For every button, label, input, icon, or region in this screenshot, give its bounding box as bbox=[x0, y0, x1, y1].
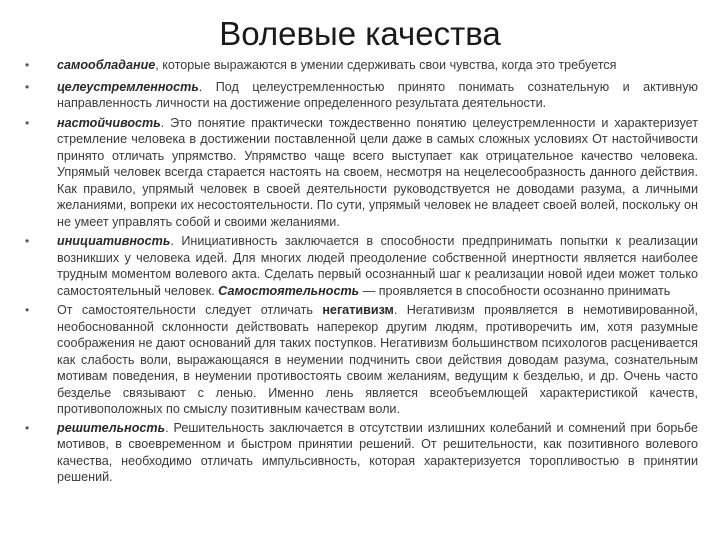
list-item-persistence bbox=[22, 115, 698, 231]
list-item-paragraph bbox=[57, 233, 698, 299]
bullet-icon: • bbox=[25, 58, 30, 72]
term-decisiveness: решительность bbox=[57, 420, 166, 435]
term-self-control: самообладание bbox=[57, 58, 156, 72]
list-item-paragraph bbox=[57, 115, 698, 231]
list-item-paragraph bbox=[57, 79, 698, 112]
list-item-decisiveness bbox=[22, 420, 698, 486]
term-negativism: негативизм bbox=[322, 303, 394, 317]
slide-title: Волевые качества bbox=[219, 15, 501, 52]
item-text: . Это понятие практически тождественно понятию целеустремленности и характеризует стремление человека в достижении поставленной цели даже в самых сложных условиях От настойчивости принято отличать упрямство. Упрямство чаще всего выступает как отрицательное качество человека. Упрямый человек всегда старается настоять на своем, несмотря на нецелесообразность данного действия. Как правило, упрямый человек в своей деятельности руководствуется не доводами разума, а личными желаниями, вопреки их несостоятельности. По сути, упрямый человек не владеет своей волей, поскольку он не умеет управлять собой и своими желаниями. bbox=[57, 115, 698, 229]
item-text: . Под целеустремленностью принято понимать сознательную и активную направленность личности на достижение определенного результата деятельности. bbox=[57, 79, 698, 110]
list-item-initiative bbox=[22, 233, 698, 299]
term-independence: Самостоятельность bbox=[218, 283, 360, 298]
term-persistence: настойчивость bbox=[57, 115, 161, 130]
list-item-self-control bbox=[22, 57, 698, 74]
bullet-icon: • bbox=[25, 234, 30, 248]
list-item-purposefulness bbox=[22, 79, 698, 112]
list-item-paragraph bbox=[57, 57, 698, 74]
bullet-icon: • bbox=[25, 303, 30, 317]
item-text-before: От самостоятельности следует отличать bbox=[57, 303, 323, 317]
item-text: . Инициативность заключается в способности предпринимать попытки к реализации возникших у человека идей. Для многих людей преодоление собственной инертности является наиболее трудным моментом волевого акта. Сделать первый осознанный шаг к реализации новой идеи может только самостоятельный человек. bbox=[57, 234, 698, 298]
item-text-after: . Негативизм проявляется в немотивированной, необоснованной склонности действовать наперекор другим людям, противоречить им, хотя разумные соображения не дают оснований для таких поступков. Негативизм большинством психологов расценивается как слабость воли, выражающаяся в неумении подчинить свои действия доводам разума, сознательным мотивам поведения, в неумении противостоять своим желаниям, ведущим к безделью, и др. Очень часто безделье связывают с ленью. Именно лень является всеобъемлющей характеристикой качеств, противоположных по смыслу позитивным качествам воли. bbox=[57, 303, 698, 416]
item-text: , которые выражаются в умении сдерживать свои чувства, когда это требуется bbox=[155, 58, 617, 72]
qualities-list bbox=[22, 57, 698, 486]
bullet-icon: • bbox=[25, 79, 30, 94]
bullet-icon: • bbox=[25, 115, 30, 130]
item-text-2: — проявляется в способности осознанно принимать bbox=[359, 283, 671, 298]
list-item-negativism bbox=[22, 302, 698, 418]
list-item-paragraph bbox=[57, 420, 698, 486]
term-purposefulness: целеустремленность bbox=[57, 79, 199, 94]
term-initiative: инициативность bbox=[57, 234, 171, 248]
bullet-icon: • bbox=[25, 420, 30, 435]
item-text: . Решительность заключается в отсутствии излишних колебаний и сомнений при борьбе мотивов, в своевременном и быстром принятии решений. От решительности, как позитивного волевого качества, необходимо отличать импульсивность, которая характеризуется торопливостью в принятии решений. bbox=[57, 420, 698, 484]
list-item-paragraph bbox=[57, 302, 698, 418]
